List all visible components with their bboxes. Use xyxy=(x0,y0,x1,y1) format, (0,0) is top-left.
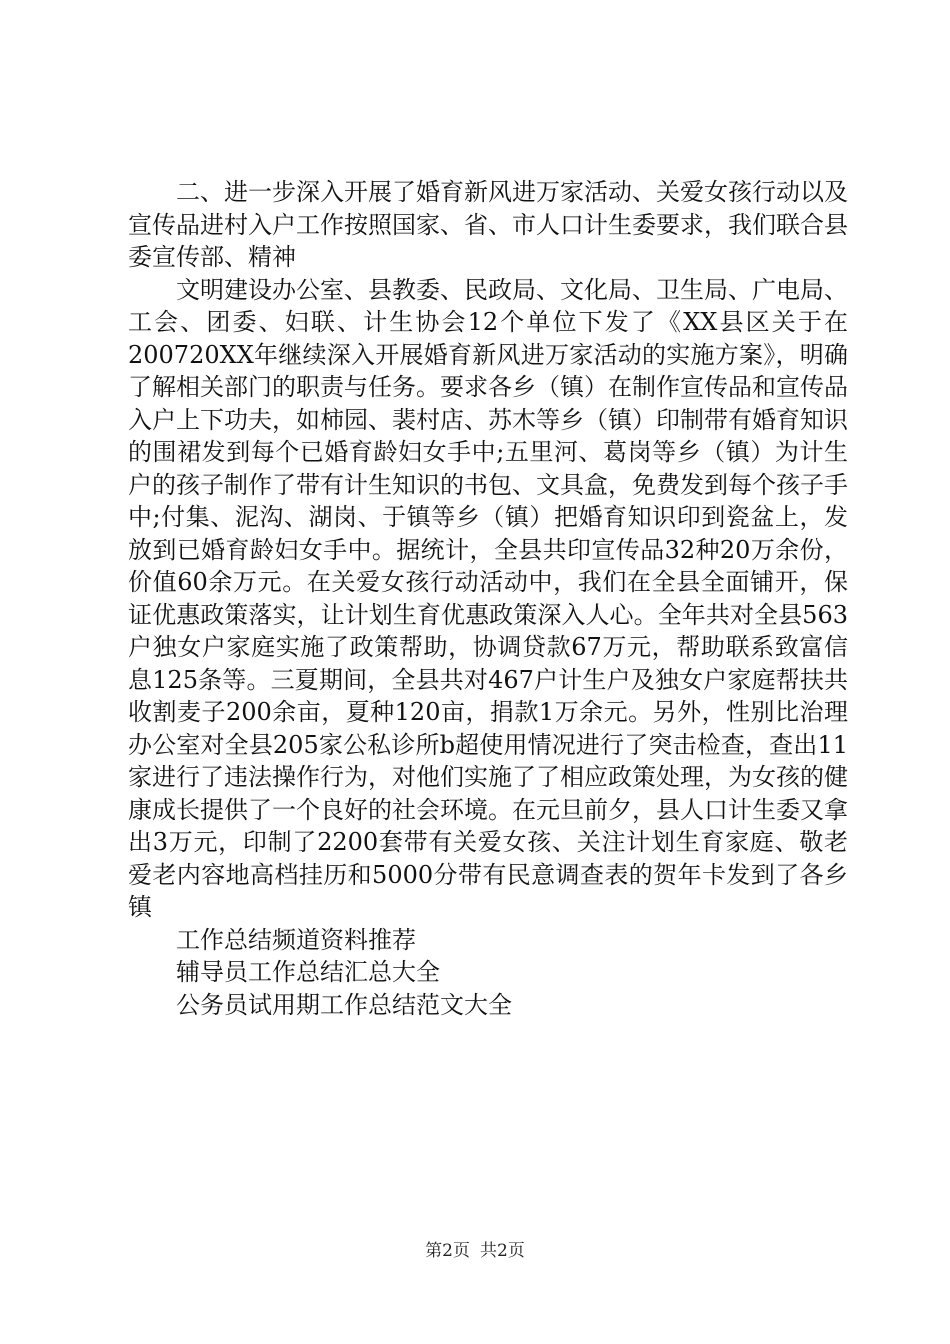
recommend-link-counselor[interactable]: 辅导员工作总结汇总大全 xyxy=(176,958,440,986)
page-number-current: 第2页 xyxy=(425,1241,470,1261)
paragraph-2: 文明建设办公室、县教委、民政局、文化局、卫生局、广电局、工会、团委、妇联、计生协会12个单位下发了《XX县区关于在200720XX年继续深入开展婚育新风进万家活动的实施方案》，明确了解相关部门的职责与任务。要求各乡（镇）在制作宣传品和宣传品入户上下功夫，如柿园、裴村店、苏木等乡（镇）印制带有婚育知识的围裙发到每个已婚育龄妇女手中;五里河、葛岗等乡（镇）为计生户的孩子制作了带有计生知识的书包、文具盒，免费发到每个孩子手中;付集、泥沟、湖岗、于镇等乡（镇）把婚育知识印到瓷盆上，发放到已婚育龄妇女手中。据统计，全县共印宣传品32种20万余份，价值60余万元。在关爱女孩行动活动中，我们在全县全面铺开，保证优惠政策落实，让计划生育优惠政策深入人心。全年共对全县563户独女户家庭实施了政策帮助，协调贷款67万元，帮助联系致富信息125条等。三夏期间，全县共对467户计生户及独女户家庭帮扶共收割麦子200余亩，夏种120亩，捐款1万余元。另外，性别比治理办公室对全县205家公私诊所b超使用情况进行了突击检查，查出11家进行了违法操作行为，对他们实施了了相应政策处理，为女孩的健康成长提供了一个良好的社会环境。在元旦前夕，县人口计生委又拿出3万元，印制了2200套带有关爱女孩、关注计划生育家庭、敬老爱老内容地高档挂历和5000分带有民意调查表的贺年卡发到了各乡镇 xyxy=(128,275,848,921)
paragraph-1: 二、进一步深入开展了婚育新风进万家活动、关爱女孩行动以及宣传品进村入户工作按照国家、省、市人口计生委要求，我们联合县委宣传部、精神 xyxy=(128,178,848,271)
page-footer xyxy=(0,1240,950,1262)
page-number-total: 共2页 xyxy=(480,1241,525,1261)
recommend-link-channel[interactable]: 工作总结频道资料推荐 xyxy=(176,925,416,954)
recommend-link-civil-servant[interactable]: 公务员试用期工作总结范文大全 xyxy=(176,990,512,1019)
document-body xyxy=(128,176,848,1021)
